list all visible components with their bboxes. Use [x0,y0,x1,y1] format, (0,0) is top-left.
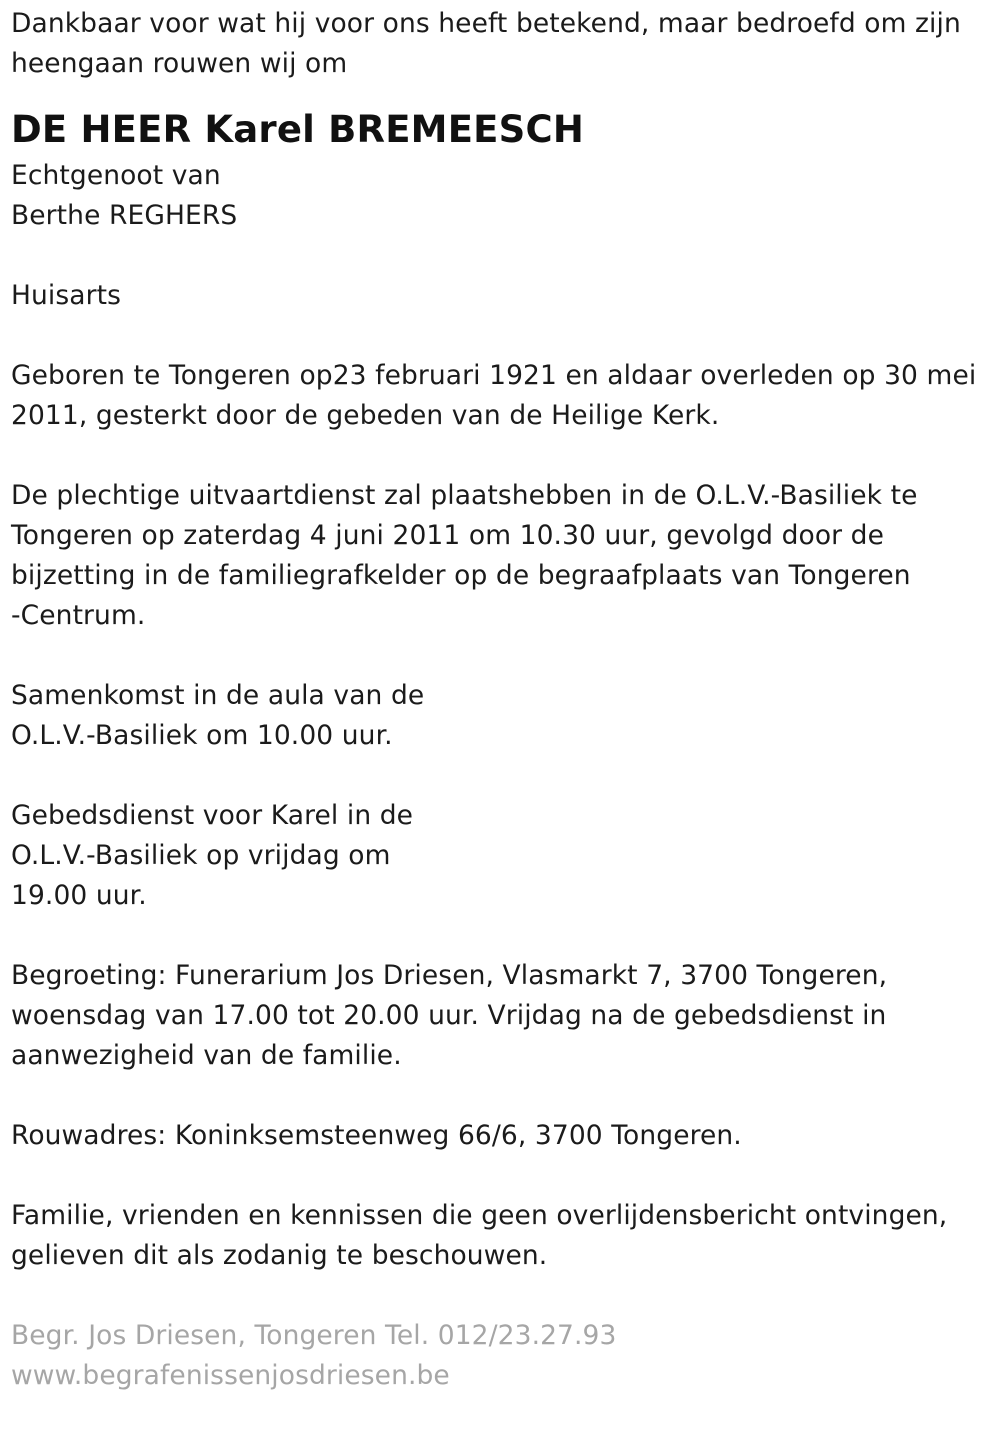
undertaker-contact: Begr. Jos Driesen, Tongeren Tel. 012/23.27.93 [11,1320,617,1351]
condolences-line: Begroeting: Funerarium Jos Driesen, Vlasmarkt 7, 3700 Tongeren, [11,960,888,991]
funeral-line: Tongeren op zaterdag 4 juni 2011 om 10.30 uur, gevolgd door de [11,520,884,551]
gathering-line: Samenkomst in de aula van de [11,680,425,711]
spouse-line: Echtgenoot van [11,160,221,191]
funeral-line: bijzetting in de familiegrafkelder op de begraafplaats van Tongeren [11,560,911,591]
undertaker-website: www.begrafenissenjosdriesen.be [11,1360,450,1391]
spacer [11,756,986,796]
funeral-info [11,476,986,636]
spacer [11,1156,986,1196]
spacer [11,916,986,956]
spacer [11,436,986,476]
profession-line: Huisarts [11,280,122,311]
gathering-info [11,676,986,756]
condolences-info [11,956,986,1076]
spacer [11,636,986,676]
spacer [11,316,986,356]
closing-line: Familie, vrienden en kennissen die geen overlijdensbericht ontvingen, [11,1200,948,1231]
closing-text [11,1196,986,1276]
spouse-line: Berthe REGHERS [11,200,238,231]
funeral-line: -Centrum. [11,600,146,631]
mourning-address-line: Rouwadres: Koninksemsteenweg 66/6, 3700 Tongeren. [11,1120,742,1151]
prayer-service-line: Gebedsdienst voor Karel in de [11,800,414,831]
mourning-address [11,1116,986,1156]
undertaker-footer [11,1316,986,1396]
condolences-line: woensdag van 17.00 tot 20.00 uur. Vrijdag na de gebedsdienst in [11,1000,887,1031]
spacer [11,1276,986,1316]
spouse-info [11,156,986,236]
birth-death-line: 2011, gesterkt door de gebeden van de Heilige Kerk. [11,400,720,431]
condolences-line: aanwezigheid van de familie. [11,1040,402,1071]
closing-line: gelieven dit als zodanig te beschouwen. [11,1240,548,1271]
spacer [11,1076,986,1116]
intro-text [11,4,986,84]
intro-line: Dankbaar voor wat hij voor ons heeft betekend, maar bedroefd om zijn [11,8,961,39]
funeral-line: De plechtige uitvaartdienst zal plaatshebben in de O.L.V.-Basiliek te [11,480,918,511]
intro-line: heengaan rouwen wij om [11,48,348,79]
prayer-service-line: 19.00 uur. [11,880,147,911]
gathering-line: O.L.V.-Basiliek om 10.00 uur. [11,720,393,751]
prayer-service-info [11,796,986,916]
prayer-service-line: O.L.V.-Basiliek op vrijdag om [11,840,391,871]
profession [11,276,986,316]
birth-death-line: Geboren te Tongeren op23 februari 1921 en aldaar overleden op 30 mei [11,360,977,391]
spacer [11,236,986,276]
deceased-name: DE HEER Karel BREMEESCH [11,108,585,151]
birth-death-info [11,356,986,436]
death-notice [11,4,986,1396]
